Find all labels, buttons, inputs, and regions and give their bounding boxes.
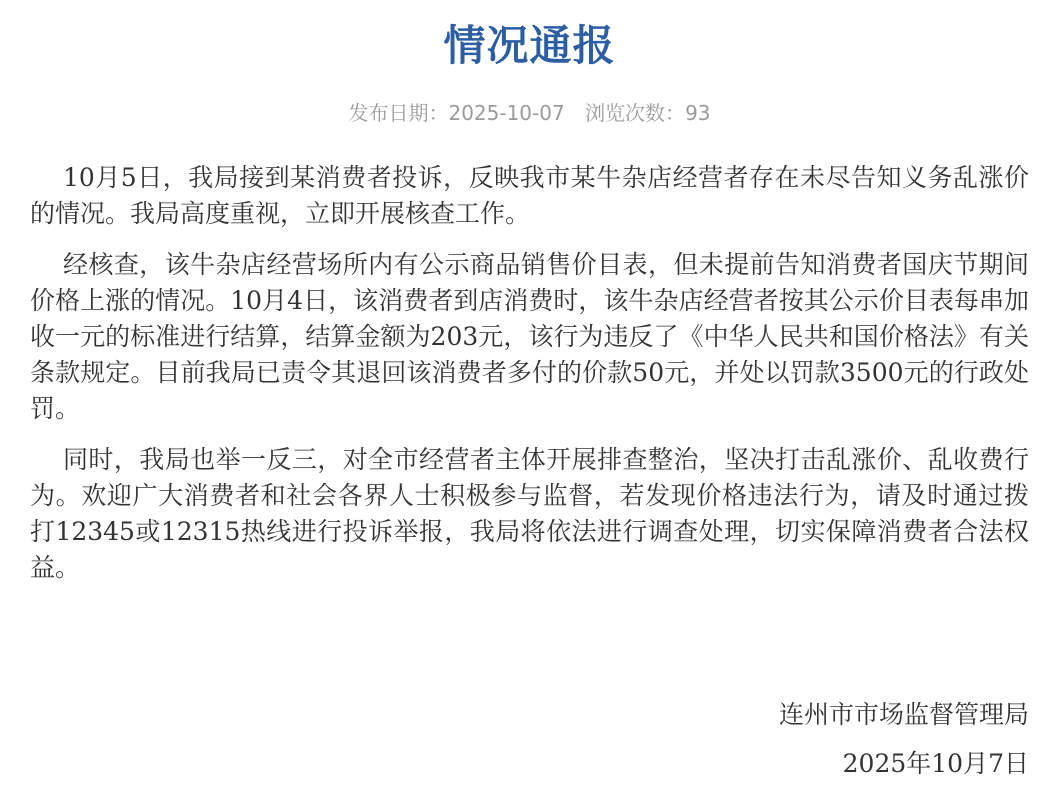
signature-date: 2025年10月7日 [842,749,1029,778]
page-title: 情况通报 [443,21,616,70]
views-label: 浏览次数： [585,101,686,125]
publish-date-value: 2025-10-07 [448,101,565,125]
paragraph-2: 经核查，该牛杂店经营场所内有公示商品销售价目表，但未提前告知消费者国庆节期间价格上涨的情况。10月4日，该消费者到店消费时，该牛杂店经营者按其公示价目表每串加收一元的标准进行结算，结算金额为203元，该行为违反了《中华人民共和国价格法》有关条款规定。目前我局已责令其退回该消费者多付的价款50元，并处以罚款3500元的行政处罚。 [30,250,1029,423]
paragraph-3: 同时，我局也举一反三，对全市经营者主体开展排查整治，坚决打击乱涨价、乱收费行为。欢迎广大消费者和社会各界人士积极参与监督，若发现价格违法行为，请及时通过拨打12345或12315热线进行投诉举报，我局将依法进行调查处理，切实保障消费者合法权益。 [30,445,1029,582]
publish-date-label: 发布日期： [348,101,449,125]
meta-line [0,102,1059,124]
signature-agency: 连州市市场监督管理局 [778,700,1029,729]
paragraph-1: 10月5日，我局接到某消费者投诉，反映我市某牛杂店经营者存在未尽告知义务乱涨价的情况。我局高度重视，立即开展核查工作。 [30,163,1029,228]
notice-body [0,160,1059,586]
signature-block [0,690,1059,788]
views-value: 93 [685,101,711,125]
